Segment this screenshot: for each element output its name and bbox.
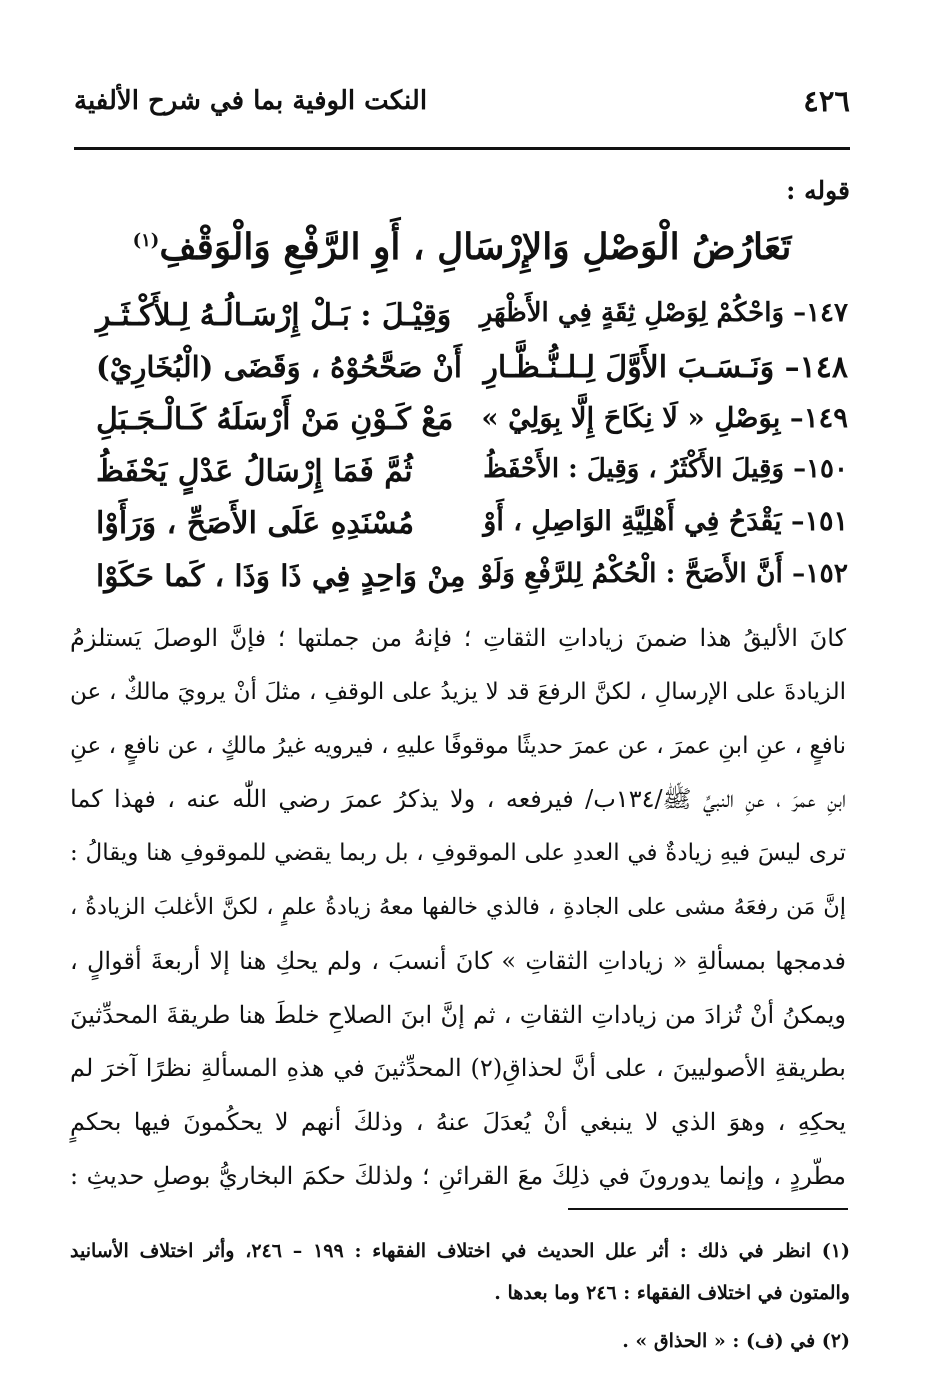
text-line: نافعٍ ، عنِ ابنِ عمرَ ، عن عمرَ حديثًا موقوفًا عليهِ ، فيرويه غيرُ مالكٍ ، عن نافعٍ ، عنِ [70,732,846,759]
verse-second-hemistich: أَنْ صَحَّحُوْهُ ، وَقَضَى (الْبُخَارِيْ) [96,350,462,384]
footnote-1-continuation: والمتون في اختلاف الفقهاء : ٢٤٦ وما بعدها . [494,1282,850,1304]
section-title-text: تَعَارُضُ الْوَصْلِ وَالإِرْسَالِ ، أَوِ الرَّفْعِ وَالْوَقْفِ [159,226,792,268]
verse-block [96,298,848,610]
verse-first-hemistich: ١٤٧– وَاحْكُمْ لِوَصْلِ ثِقَةٍ فِي الأَظْهَرِ [479,298,848,328]
footnote-2: (٢) في (ف) : « الحذاق » . [622,1330,850,1352]
verse-first-hemistich: ١٥٠– وَقِيلَ الأَكْثَرُ ، وَقِيلَ : الأَحْفَظُ [483,454,848,484]
commentary-text [70,612,846,1204]
footnote-1: (١) انظر في ذلك : أثر علل الحديث في اختلاف الفقهاء : ١٩٩ – ٢٤٦، وأثر اختلاف الأسانيد [70,1240,851,1262]
verse-second-hemistich: ثُمَّ فَمَا إِرْسَالُ عَدْلٍ يَحْفَظُ [96,454,413,489]
intro-label: قوله : [786,176,850,205]
text-line: إنَّ مَن رفعَهُ مشى على الجادةِ ، فالذي خالفها معهُ زيادةُ علمٍ ، لكنَّ الأغلبَ الزيادةُ ، [70,893,846,920]
verse-first-hemistich: ١٥١– يَقْدَحُ فِي أَهْلِيَّةِ الوَاصِلِ ، أَوْ [483,506,848,537]
verse-row [96,350,848,402]
verse-row [96,298,848,350]
verse-first-hemistich: ١٤٨– وَنَـسَـبَ الأَوَّلَ لِـلـنُّـظَّـارِ [483,350,848,385]
book-title: النكت الوفية بما في شرح الألفية [74,86,428,116]
verse-row [96,402,848,454]
header-divider [74,147,850,150]
text-line: ويمكنُ أنْ تُزادَ من زياداتِ الثقاتِ ، ثم إنَّ ابنَ الصلاحِ خلطَ هنا طريقةَ المحدِّثينَ [70,1000,846,1029]
page-number: ٤٢٦ [803,84,850,118]
verse-second-hemistich: وَقِيْـلَ : بَـلْ إِرْسَـالُـهُ لِـلأَكْـثَـرِ [96,298,452,333]
text-line: الزيادةَ على الإرسالِ ، لكنَّ الرفعَ قد لا يزيدُ على الوقفِ ، مثلَ أنْ يرويَ مالكٌ ، عن [70,678,846,705]
verse-first-hemistich: ١٤٩– بِوَصْلِ « لَا نِكَاحَ إِلَّا بِوَلِيْ » [481,402,848,434]
text-line: ابنِ عمرَ ، عنِ النبيِّ ﷺ/١٣٤ب/ فيرفعه ، ولا يذكرُ عمرَ رضي اللّٰه عنه ، فهذا كما [70,785,847,814]
verse-second-hemistich: مِنْ وَاحِدٍ فِي ذَا وَذَا ، كَما حَكَوْا [96,558,466,593]
verse-row [96,506,848,558]
text-line: يحكِهِ ، وهوَ الذي لا ينبغي أنْ يُعدَلَ عنهُ ، وذلكَ أنهم لا يحكُمونَ فيها بحكمٍ [70,1108,846,1137]
verse-second-hemistich: مَعْ كَـوْنِ مَنْ أَرْسَلَهُ كَـالْـجَـبَلِ [96,402,454,437]
running-header [74,84,850,132]
verse-row [96,558,848,610]
text-line: مطّردٍ ، وإنما يدورونَ في ذلِكَ معَ القرائنِ ؛ ولذلكَ حكمَ البخاريُّ بوصلِ حديثِ : [70,1161,846,1190]
text-line: كانَ الأليقُ هذا ضمنَ زياداتِ الثقاتِ ؛ فإنهُ من جملتها ؛ فإنَّ الوصلَ يَستلزمُ [70,624,846,652]
verse-row [96,454,848,506]
footnote-ref: (١) [132,230,160,251]
text-line: فدمجها بمسألةِ « زياداتِ الثقاتِ » كانَ أنسبَ ، ولم يحكِ هنا إلا أربعةَ أقوالٍ ، [70,946,846,975]
section-title [74,226,850,268]
verse-second-hemistich: مُسْنَدِهِ عَلَى الأَصَحِّ ، وَرَأَوْا [96,506,415,541]
footnote-divider [568,1208,848,1210]
text-line: بطريقةِ الأصوليينَ ، على أنَّ لحذاقِ(٢) المحدِّثينَ في هذهِ المسألةِ نظرًا آخرَ لم [70,1054,846,1083]
footnotes [70,1230,850,1362]
verse-first-hemistich: ١٥٢– أَنَّ الأَصَحَّ : الْحُكْمُ لِلرَّفْعِ وَلَوْ [480,558,848,589]
text-line: ترى ليسَ فيهِ زيادةٌ في العددِ على الموقوفِ ، بل ربما يقضي للموقوفِ هنا ويقالُ : [70,840,846,867]
